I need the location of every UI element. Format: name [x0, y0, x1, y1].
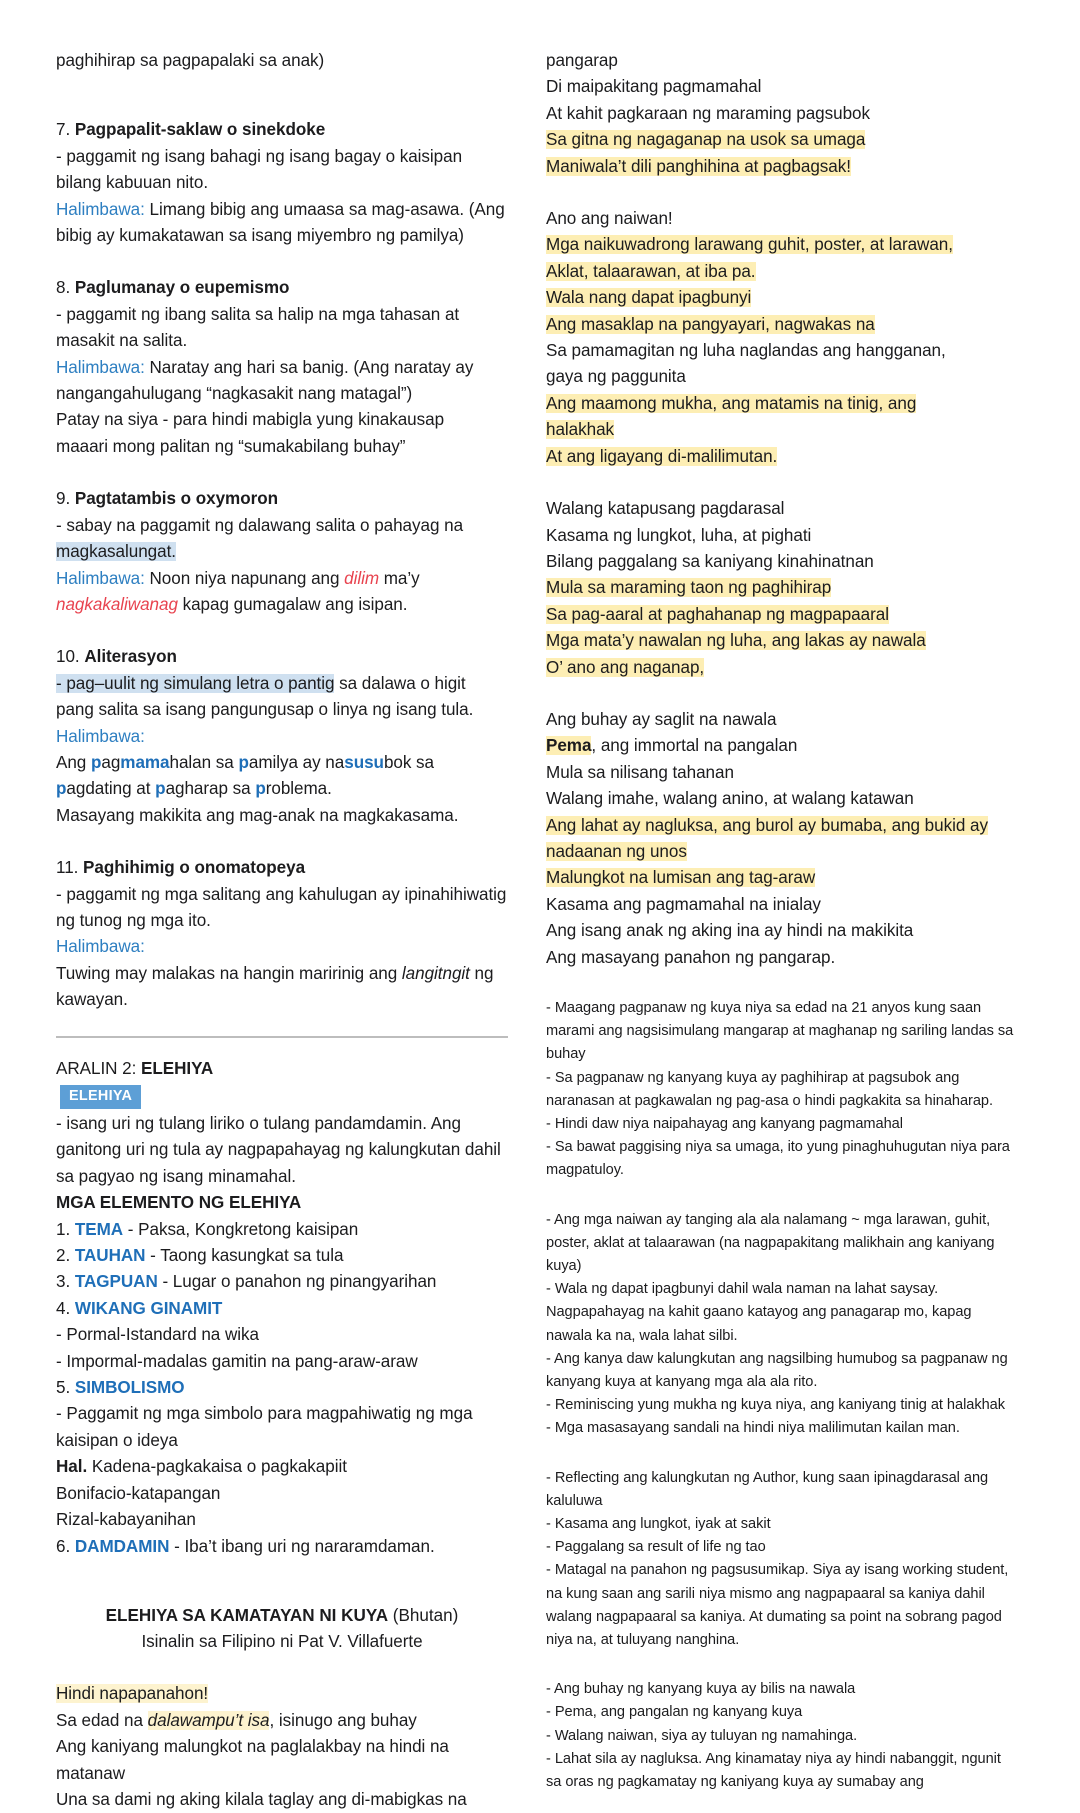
poem-line — [546, 417, 1016, 443]
poem-text: At ang ligayang di-malilimutan. — [546, 446, 778, 466]
item-title: Pagtatambis o oxymoron — [74, 489, 278, 509]
poem-text: pangarap — [546, 51, 618, 70]
poem-text: Maniwala’t dili panghihina at pagbagsak! — [546, 156, 851, 176]
spacer — [56, 829, 508, 855]
element-label: SIMBOLISMO — [74, 1378, 185, 1398]
alliteration-line-2 — [56, 776, 508, 802]
example-text: Limang bibig ang umaasa sa mag-asawa. (Ang bibig ay kumakatawan sa isang miyembro ng pamilya) — [56, 199, 505, 246]
spacer — [546, 681, 1016, 707]
example-label: Halimbawa: — [56, 937, 145, 957]
item-title: Pagpapalit-saklaw o sinekdoke — [74, 120, 326, 140]
poem-text: , ang immortal na pangalan — [591, 736, 798, 756]
poem-text: At kahit pagkaraan ng maraming pagsubok — [546, 103, 870, 123]
example-text: Naratay ang hari sa banig. (Ang naratay ay nangangahulugang “nagkasakit nang matagal”) — [56, 357, 474, 404]
definition-highlight: - pag–uulit ng simulang letra o pantig — [56, 673, 335, 693]
figure-of-speech-item-8 — [56, 275, 508, 460]
seg-highlight: p — [155, 779, 166, 799]
note-item: - Matagal na panahon ng pagsusumikap. Siya ay isang working student, na kung saan ang sarili niya mismo ang nagpapaaral sa kaniya dahil walang nagpapaaral sa kaniya. At dumating sa point na sobrang pagod niya na, at tuluyang nanghina. — [546, 1562, 1009, 1649]
poem-line — [546, 48, 1016, 74]
definition-part: - sabay na paggamit ng dalawang salita o pahayag na — [56, 515, 464, 535]
item-title: Aliterasyon — [84, 647, 177, 667]
note-item: - Maagang pagpanaw ng kuya niya sa edad na 21 anyos kung saan marami ang nagsisimulang mangarap at maghanap ng sariling landas sa buhay — [546, 1000, 1014, 1063]
poem-stanza-4 — [546, 707, 1016, 971]
poem-line — [546, 602, 1016, 628]
item-heading — [56, 275, 508, 301]
right-column — [546, 48, 1016, 1794]
poem-text: Sa gitna ng nagaganap na usok sa umaga — [546, 130, 866, 150]
spacer — [546, 470, 1016, 496]
poem-text: Ang maamong mukha, ang matamis na tinig, ang — [546, 393, 917, 413]
spacer — [546, 1183, 1016, 1196]
item-example — [56, 566, 508, 619]
definition-rest: sa dalawa o higit pang salita sa isang pangungusap o linya ng isang tula. — [56, 673, 474, 720]
item-number: 10. — [56, 647, 80, 667]
poem-text: Bilang paggalang sa kaniyang kinahinatnan — [546, 551, 874, 571]
aralin-heading — [56, 1056, 508, 1082]
poem-line — [546, 101, 1016, 127]
spacer — [546, 1196, 1016, 1209]
seg: ag — [101, 752, 121, 772]
note-item: - Walang naiwan, siya ay tuluyan ng namahinga. — [546, 1727, 858, 1744]
poem-line — [546, 523, 1016, 549]
hal-line-2: Bonifacio-katapangan — [56, 1483, 221, 1503]
poem-text: Ang masaklap na pangyayari, nagwakas na — [546, 314, 875, 334]
element-desc: - Paksa, Kongkretong kaisipan — [123, 1219, 359, 1239]
poem-line — [546, 312, 1016, 338]
poem-line — [56, 1708, 508, 1734]
note-item: - Pema, ang pangalan ng kanyang kuya — [546, 1704, 803, 1721]
elehiya-definition: - isang uri ng tulang liriko o tulang pandamdamin. Ang ganitong uri ng tula ay nagpapahayag ng kalungkutan dahil sa pagyao ng isang minamahal. — [56, 1114, 501, 1186]
poem-text: Malungkot na lumisan ang tag-araw — [546, 868, 816, 888]
poem-line — [546, 154, 1016, 180]
notes-group-2 — [546, 1209, 1016, 1441]
continuation-line: paghihirap sa pagpapalaki sa anak) — [56, 51, 325, 70]
note-item: - Wala ng dapat ipagbunyi dahil wala naman na lahat saysay. Nagpapahayag na kahit gaano katayog ang panagarap mo, kapag nawala ka na, wala lahat silbi. — [546, 1281, 972, 1344]
poem-line — [546, 549, 1016, 575]
elements-heading: MGA ELEMENTO NG ELEHIYA — [56, 1193, 302, 1213]
note-item: - Paggalang sa result of life ng tao — [546, 1539, 766, 1556]
seg: roblema. — [265, 779, 332, 799]
poem-text: Kasama ng lungkot, luha, at pighati — [546, 525, 812, 545]
item-heading — [56, 644, 508, 670]
example-part: ng kawayan. — [56, 963, 494, 1010]
spacer — [56, 1560, 508, 1590]
seg-highlight: p — [238, 752, 249, 772]
note-item: - Ang buhay ng kanyang kuya ay bilis na nawala — [546, 1681, 856, 1698]
poem-line — [546, 232, 1016, 258]
poem-title-line — [56, 1603, 508, 1629]
poem-text: Sa pag-aaral at paghahanap ng magpapaaral — [546, 604, 889, 624]
poem-header — [56, 1603, 508, 1655]
poem-line — [546, 813, 1016, 839]
poem-line — [546, 391, 1016, 417]
spacer — [546, 1665, 1016, 1678]
item-number: 11. — [56, 858, 79, 878]
spacer — [56, 104, 508, 117]
element-number: 1. — [56, 1219, 71, 1239]
section-divider — [56, 1036, 508, 1038]
element-desc: - Iba’t ibang uri ng nararamdaman. — [169, 1536, 435, 1556]
poem-line — [546, 206, 1016, 232]
element-item-wikang-ginamit — [56, 1296, 508, 1322]
poem-text: Mga mata’y nawalan ng luha, ang lakas ay nawala — [546, 631, 926, 651]
aralin-prefix: ARALIN 2: — [56, 1058, 142, 1078]
element-item-tauhan — [56, 1243, 508, 1269]
item-example — [56, 961, 508, 1014]
spacer — [546, 180, 1016, 206]
example-label: Halimbawa: — [56, 357, 145, 377]
note-item: - Kasama ang lungkot, iyak at sakit — [546, 1516, 771, 1533]
element-number: 3. — [56, 1272, 71, 1292]
hal-label: Hal. — [56, 1457, 88, 1477]
note-item: - Ang mga naiwan ay tanging ala ala nalamang ~ mga larawan, guhit, poster, aklat at talaarawan (na nagpapakitang malikhain ang kaniyang kuya) — [546, 1211, 995, 1275]
note-item: - Mga masasayang sandali na hindi niya malilimutan kailan man. — [546, 1420, 960, 1437]
poem-opening-stanza — [56, 1681, 508, 1813]
element-item-tema — [56, 1217, 508, 1243]
spacer — [546, 1652, 1016, 1665]
item-number: 8. — [56, 278, 71, 298]
seg-highlight: p — [90, 752, 102, 772]
aralin-section — [56, 1056, 508, 1560]
figure-of-speech-item-11 — [56, 855, 508, 1013]
example-part: kapag gumagalaw ang isipan. — [177, 594, 408, 614]
element-desc: - Taong kasungkat sa tula — [145, 1246, 344, 1266]
item-definition: - paggamit ng mga salitang ang kahulugan ay ipinahihiwatig ng tunog ng mga ito. — [56, 884, 507, 930]
poem-text: Walang imahe, walang anino, at walang katawan — [546, 789, 914, 809]
seg-highlight: susu — [344, 752, 384, 772]
item-extra-line: maaari mong palitan ng “sumakabilang buhay” — [56, 436, 406, 456]
example-part: ma’y — [379, 568, 420, 588]
note-item: - Ang kanya daw kalungkutan ang nagsilbing humubog sa pagpanaw ng kanyang kuya at kanyang mga ala ala rito. — [546, 1350, 1008, 1391]
elehiya-badge-wrap — [60, 1085, 508, 1109]
element-number: 6. — [56, 1536, 71, 1556]
item-example — [56, 197, 508, 250]
poem-stanza-2 — [546, 206, 1016, 470]
poem-seg: Sa edad na — [56, 1710, 148, 1730]
poem-text: Aklat, talaarawan, at iba pa. — [546, 261, 756, 281]
poem-line — [546, 865, 1016, 891]
example-emphasis-nagkakaliwanag: nagkakaliwanag — [56, 594, 178, 614]
poem-line — [546, 127, 1016, 153]
poem-line: Ang kaniyang malungkot na paglalakbay na hindi na matanaw — [56, 1737, 449, 1783]
item-number: 9. — [56, 489, 71, 509]
element-label: TAGPUAN — [74, 1272, 158, 1292]
item-title: Paglumanay o eupemismo — [74, 278, 290, 298]
example-label: Halimbawa: — [56, 199, 145, 219]
example-emphasis-dilim: dilim — [344, 568, 380, 588]
poem-line: Una sa dami ng aking kilala taglay ang di-mabigkas na — [56, 1789, 467, 1809]
poem-text: Mula sa nilisang tahanan — [546, 762, 734, 782]
item-definition — [56, 513, 508, 566]
item-definition — [56, 671, 508, 724]
poem-line — [546, 259, 1016, 285]
example-part: Tuwing may malakas na hangin maririnig ang — [56, 963, 402, 983]
poem-text: Sa pamamagitan ng luha naglandas ang hangganan, — [546, 341, 946, 361]
poem-line — [546, 655, 1016, 681]
poem-text: Mula sa maraming taon ng paghihirap — [546, 578, 832, 598]
seg: amilya ay na — [248, 752, 345, 772]
left-column — [56, 48, 508, 1813]
alliteration-line-3: Masayang makikita ang mag-anak na magkakasama. — [56, 805, 459, 825]
element-desc: - Lugar o panahon ng pinangyarihan — [157, 1272, 437, 1292]
item-heading — [56, 855, 508, 881]
item-example — [56, 355, 508, 408]
alliteration-line-1 — [56, 750, 508, 776]
spacer — [546, 1441, 1016, 1454]
element-number: 5. — [56, 1378, 71, 1398]
element-label: DAMDAMIN — [74, 1536, 170, 1556]
figure-of-speech-item-7 — [56, 117, 508, 249]
poem-line — [546, 628, 1016, 654]
hal-line-3: Rizal-kabayanihan — [56, 1510, 196, 1530]
poem-line-highlight: Hindi napapanahon! — [56, 1684, 209, 1704]
poem-line — [546, 786, 1016, 812]
wika-sub-informal: - Impormal-madalas gamitin na pang-araw-araw — [56, 1351, 418, 1371]
spacer — [56, 249, 508, 275]
poem-line — [546, 74, 1016, 100]
poem-line — [546, 575, 1016, 601]
poem-line — [546, 733, 1016, 759]
element-number: 4. — [56, 1298, 71, 1318]
poem-line — [546, 444, 1016, 470]
poem-text: Ang isang anak ng aking ina ay hindi na makikita — [546, 921, 914, 941]
notes-group-4 — [546, 1678, 1016, 1794]
example-part: Noon niya napunang ang — [144, 568, 345, 588]
element-item-damdamin — [56, 1534, 508, 1560]
example-label: Halimbawa: — [56, 726, 145, 746]
poem-text: Kasama ang pagmamahal na inialay — [546, 894, 821, 914]
poem-line — [546, 839, 1016, 865]
notes-group-1 — [546, 997, 1016, 1183]
poem-text: Walang katapusang pagdarasal — [546, 499, 785, 519]
seg: agharap sa — [165, 779, 256, 799]
element-label: TEMA — [74, 1219, 124, 1239]
elehiya-badge: ELEHIYA — [60, 1085, 141, 1109]
note-item: - Sa bawat paggising niya sa umaga, ito yung pinaghuhugutan niya para magpatuloy. — [546, 1139, 1010, 1179]
poem-line — [546, 496, 1016, 522]
seg-highlight: p — [255, 779, 266, 799]
poem-line: Ang buhay ay saglit na nawala — [546, 709, 777, 729]
hal-line-1 — [56, 1454, 508, 1480]
poem-text: nadaanan ng unos — [546, 841, 687, 861]
notes-group-3 — [546, 1467, 1016, 1653]
poem-seg-italic-age: dalawampu’t isa — [147, 1710, 270, 1730]
spacer — [56, 1655, 508, 1681]
seg: Ang — [56, 752, 91, 772]
poem-name-pema: Pema — [546, 736, 592, 756]
figure-of-speech-item-10 — [56, 644, 508, 829]
example-label: Halimbawa: — [56, 568, 145, 588]
spacer — [56, 74, 508, 104]
note-item: - Hindi daw niya naipahayag ang kanyang pagmamahal — [546, 1116, 903, 1133]
seg: agdating at — [66, 779, 156, 799]
element-label: WIKANG GINAMIT — [74, 1298, 223, 1318]
note-item: - Sa pagpanaw ng kanyang kuya ay paghihirap at pagsubok ang naranasan at pagkawalan ng pag-asa o hindi pagkakita sa hinaharap. — [546, 1069, 994, 1109]
poem-text: halakhak — [546, 420, 615, 440]
item-number: 7. — [56, 120, 71, 140]
note-item: - Reflecting ang kalungkutan ng Author, kung saan ipinagdarasal ang kaluluwa — [546, 1469, 989, 1509]
seg: halan sa — [169, 752, 239, 772]
poem-text: Ano ang naiwan! — [546, 209, 673, 229]
poem-text: Wala nang dapat ipagbunyi — [546, 288, 752, 308]
poem-line — [546, 338, 1016, 364]
seg-highlight: mama — [120, 752, 170, 772]
poem-seg: , isinugo ang buhay — [269, 1710, 417, 1730]
poem-line — [546, 285, 1016, 311]
item-definition: - paggamit ng isang bahagi ng isang bagay o kaisipan bilang kabuuan nito. — [56, 146, 463, 193]
poem-stanza-1 — [546, 48, 1016, 180]
poem-line — [546, 364, 1016, 390]
example-italic-langitngit: langitngit — [401, 963, 470, 983]
item-title: Paghihimig o onomatopeya — [83, 858, 306, 878]
item-heading — [56, 486, 508, 512]
spacer — [56, 460, 508, 486]
poem-line — [546, 760, 1016, 786]
spacer — [546, 1454, 1016, 1467]
figure-of-speech-item-9 — [56, 486, 508, 618]
poem-text: gaya ng paggunita — [546, 367, 686, 387]
poem-line — [546, 892, 1016, 918]
poem-text: Di maipakitang pagmamahal — [546, 77, 762, 97]
seg: bok sa — [383, 752, 435, 772]
item-heading — [56, 117, 508, 143]
poem-stanza-3 — [546, 496, 1016, 681]
spacer — [56, 618, 508, 644]
poem-line — [546, 945, 1016, 971]
item-definition: - paggamit ng ibang salita sa halip na mga tahasan at masakit na salita. — [56, 304, 460, 351]
definition-highlight: magkasalungat. — [56, 542, 176, 562]
element-item-tagpuan — [56, 1269, 508, 1295]
spacer — [546, 971, 1016, 997]
wika-sub-formal: - Pormal-Istandard na wika — [56, 1325, 259, 1345]
note-item: - Reminiscing yung mukha ng kuya niya, ang kaniyang tinig at halakhak — [546, 1397, 1005, 1414]
element-number: 2. — [56, 1246, 71, 1266]
element-label: TAUHAN — [74, 1246, 146, 1266]
poem-translator: Isinalin sa Filipino ni Pat V. Villafuerte — [141, 1631, 423, 1651]
note-item: - Lahat sila ay nagluksa. Ang kinamatay niya ay hindi nabanggit, ngunit sa oras ng pagkamatay ng kaniyang kuya ay sumabay ang — [546, 1750, 1001, 1791]
hal-text: Kadena-pagkakaisa o pagkakapiit — [87, 1457, 347, 1477]
poem-text: O’ ano ang naganap, — [546, 657, 705, 677]
poem-line — [546, 918, 1016, 944]
poem-origin: (Bhutan) — [388, 1605, 459, 1625]
spacer — [56, 1590, 508, 1603]
poem-title: ELEHIYA SA KAMATAYAN NI KUYA — [105, 1605, 389, 1625]
poem-text: Ang masayang panahon ng pangarap. — [546, 947, 836, 967]
item-extra-line: Patay na siya - para hindi mabigla yung kinakausap — [56, 410, 445, 430]
poem-text: Mga naikuwadrong larawang guhit, poster, at larawan, — [546, 235, 953, 255]
element-item-simbolismo — [56, 1375, 508, 1401]
simbolismo-description: - Paggamit ng mga simbolo para magpahiwatig ng mga kaisipan o ideya — [56, 1404, 473, 1450]
seg-highlight: p — [56, 779, 67, 799]
poem-text: Ang lahat ay nagluksa, ang burol ay bumaba, ang bukid ay — [546, 815, 988, 835]
aralin-title: ELEHIYA — [141, 1058, 214, 1078]
poem-line — [56, 1681, 508, 1707]
